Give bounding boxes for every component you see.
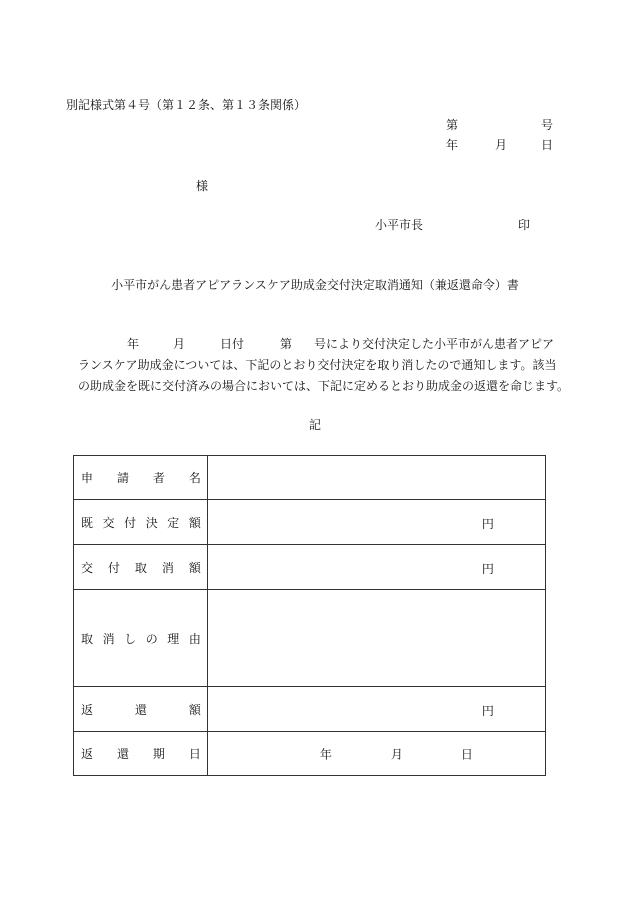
label-char: 返	[81, 702, 94, 717]
issue-date-day: 日	[541, 138, 554, 152]
label-char: 還	[134, 702, 147, 717]
label-char: 決	[145, 515, 158, 530]
yen-unit: 円	[481, 517, 494, 531]
row-decided-amount	[74, 500, 546, 545]
label-return-due-date	[74, 745, 207, 762]
return-amount-value	[207, 687, 545, 732]
decided-amount-value	[207, 500, 545, 545]
label-char: 付	[107, 560, 120, 575]
label-char: 日	[188, 747, 201, 761]
label-char: 者	[152, 471, 165, 485]
due-date-year: 年	[319, 747, 332, 761]
cancelled-amount-value	[207, 545, 545, 590]
yen-unit: 円	[481, 704, 494, 718]
issuer-name: 小平市長	[375, 218, 424, 232]
label-applicant-name	[74, 469, 207, 486]
form-number: 別記様式第４号（第１２条、第１３条関係）	[66, 98, 307, 112]
label-char: 消	[102, 631, 115, 646]
label-char: の	[145, 631, 158, 646]
recipient-honorific: 様	[196, 179, 209, 193]
label-char: 交	[102, 515, 115, 530]
issue-date-month: 月	[495, 138, 508, 152]
applicant-name-value	[207, 456, 545, 500]
body-month: 月	[173, 337, 186, 351]
label-char: 額	[188, 560, 201, 575]
document-number-suffix: 号	[541, 118, 554, 132]
label-char: 取	[81, 631, 94, 646]
label-char: 請	[116, 471, 129, 485]
due-date-month: 月	[390, 747, 403, 761]
body-line-1-rest: 号により交付決定した小平市がん患者アピア	[314, 337, 555, 351]
label-char: 付	[124, 515, 137, 530]
ki-heading: 記	[308, 418, 321, 432]
label-char: 還	[116, 747, 129, 761]
label-char: 消	[161, 560, 174, 575]
body-year: 年	[127, 337, 140, 351]
label-char: 交	[81, 560, 94, 575]
document-number-prefix: 第	[446, 118, 459, 132]
return-due-date-value	[207, 732, 545, 776]
row-cancel-reason	[74, 590, 546, 687]
label-char: 返	[81, 747, 94, 761]
label-char: 理	[167, 631, 180, 646]
row-return-amount	[74, 687, 546, 732]
label-char: 定	[167, 515, 180, 530]
label-char: 名	[188, 471, 201, 485]
body-line-3: の助成金を既に交付済みの場合においては、下記に定めるとおり助成金の返還を命じます。	[78, 379, 570, 393]
label-char: 取	[134, 560, 147, 575]
label-char: し	[124, 631, 137, 646]
label-char: 由	[188, 631, 201, 646]
cancel-reason-value	[207, 590, 545, 687]
label-char: 期	[152, 747, 165, 761]
details-table	[73, 455, 546, 776]
row-applicant-name	[74, 456, 546, 500]
label-char: 額	[188, 515, 201, 530]
due-date-day: 日	[460, 747, 473, 761]
body-line-2: ランスケア助成金については、下記のとおり交付決定を取り消したので通知します。該当	[78, 358, 557, 372]
row-return-due-date	[74, 732, 546, 776]
issue-date-year: 年	[446, 138, 459, 152]
label-char: 既	[81, 515, 94, 530]
label-cancel-reason	[74, 630, 207, 647]
document-title: 小平市がん患者アピアランスケア助成金交付決定取消通知（兼返還命令）書	[111, 278, 519, 292]
label-decided-amount	[74, 514, 207, 531]
label-return-amount	[74, 701, 207, 718]
label-char: 額	[188, 702, 201, 717]
label-cancelled-amount	[74, 559, 207, 576]
row-cancelled-amount	[74, 545, 546, 590]
body-day: 日付	[220, 337, 245, 351]
label-char: 申	[81, 471, 94, 485]
body-number-prefix: 第	[280, 337, 293, 351]
yen-unit: 円	[481, 562, 494, 576]
seal-mark: 印	[518, 218, 531, 232]
